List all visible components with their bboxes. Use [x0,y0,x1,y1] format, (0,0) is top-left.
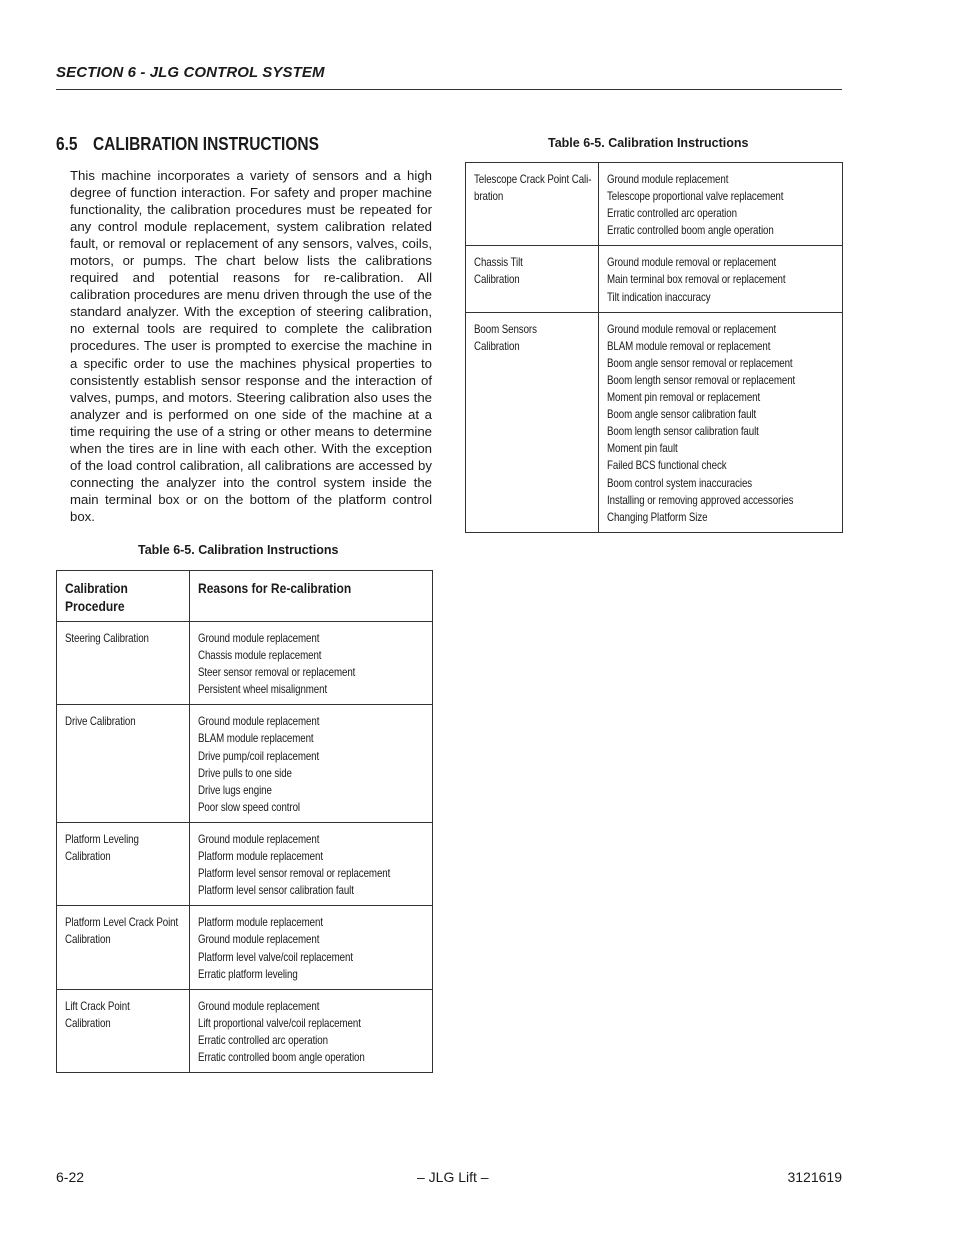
reasons-cell [190,705,433,823]
table-body-continued [466,163,843,533]
table-caption: Table 6-5. Calibration Instructions [138,543,339,557]
reason-item: Boom length sensor removal or replacement [607,373,796,387]
page-header: SECTION 6 - JLG CONTROL SYSTEM [56,64,325,81]
procedure-name: Calibration [65,850,111,864]
reason-item: Platform level valve/coil replacement [198,950,353,964]
table-header-row [57,571,433,622]
procedure-cell [57,705,190,823]
reasons-cell [599,163,843,246]
reason-item: BLAM module replacement [198,732,314,746]
reason-item: Erratic controlled arc operation [198,1033,328,1047]
procedure-cell [57,989,190,1072]
table-caption-continued: Table 6-5. Calibration Instructions [548,136,749,150]
reason-item: Platform level sensor calibration fault [198,884,354,898]
procedure-cell [57,906,190,989]
reasons-cell [599,246,843,312]
reasons-cell [190,822,433,905]
procedure-cell [466,163,599,246]
reason-item: Telescope proportional valve replacement [607,190,784,204]
reason-item: Ground module removal or replacement [607,256,777,270]
procedure-name: bration [474,190,504,204]
document-number: 3121619 [787,1169,842,1185]
procedure-name: Calibration [65,1016,111,1030]
header-cell-procedure [57,571,190,622]
reason-item: Ground module replacement [198,832,320,846]
procedure-name: Boom Sensors [474,322,537,336]
reason-item: Boom length sensor calibration fault [607,425,759,439]
reason-item: Persistent wheel misalignment [198,683,328,697]
header-procedure: Calibration Procedure [65,580,128,614]
reason-item: Boom angle sensor removal or replacement [607,356,793,370]
procedure-name: Drive Calibration [65,715,136,729]
reason-item: Moment pin fault [607,442,678,456]
procedure-cell [57,822,190,905]
reason-item: Installing or removing approved accessories [607,493,794,507]
reason-item: Platform level sensor removal or replacement [198,867,391,881]
reason-item: Platform module replacement [198,850,323,864]
reason-item: Drive pump/coil replacement [198,749,320,763]
reasons-cell [599,312,843,532]
reason-item: Failed BCS functional check [607,459,727,473]
reason-item: BLAM module removal or replacement [607,339,771,353]
procedure-name: Calibration [474,273,520,287]
reason-item: Main terminal box removal or replacement [607,273,786,287]
reason-item: Erratic platform leveling [198,967,298,981]
reason-item: Tilt indication inaccuracy [607,290,711,304]
procedure-name: Platform Leveling [65,832,139,846]
table-row [466,163,843,246]
procedure-name: Telescope Crack Point Cali- [474,173,592,186]
reason-item: Platform module replacement [198,916,323,930]
table-row [466,312,843,532]
reason-item: Steer sensor removal or replacement [198,666,356,680]
header-rule [56,89,842,90]
reason-item: Drive lugs engine [198,783,272,797]
table-body [57,622,433,1073]
header-reasons: Reasons for Re-calibration [198,580,352,596]
procedure-name: Calibration [65,933,111,947]
reason-item: Ground module replacement [198,715,320,729]
reason-item: Poor slow speed control [198,800,301,814]
reason-item: Ground module replacement [198,632,320,645]
reasons-cell [190,906,433,989]
page-number: 6-22 [56,1169,85,1185]
procedure-name: Calibration [474,339,520,353]
table-row [57,989,433,1072]
section-number: 6.5 [56,134,78,154]
procedure-cell [57,622,190,705]
calibration-table [56,570,433,1073]
calibration-table-continued [465,162,843,533]
procedure-name: Platform Level Crack Point [65,916,179,930]
reason-item: Drive pulls to one side [198,766,292,780]
table-row [57,822,433,905]
reason-item: Ground module replacement [198,999,320,1013]
table-row [57,705,433,823]
section-title [56,134,319,155]
procedure-name: Lift Crack Point [65,999,130,1013]
reason-item: Boom control system inaccuracies [607,476,753,490]
reason-item: Chassis module replacement [198,649,322,663]
reasons-cell [190,622,433,705]
reason-item: Erratic controlled boom angle operation [607,224,774,238]
header-cell-reasons [190,571,433,622]
reason-item: Moment pin removal or replacement [607,391,761,405]
footer-center-text: – JLG Lift – [417,1169,489,1185]
intro-paragraph: This machine incorporates a variety of sensors and a high degree of function interaction. For safety and proper machine functionality, the calibration procedures must be repeated for any control module replacement, system calibration related fault, or removal or replacement of any sensors, valves, coils, motors, or pumps. The chart below lists the calibrations required and potential reasons for re-calibration. All calibration procedures are menu driven through the use of the standard analyzer. With the exception of steering calibration, no external tools are required to complete the calibration procedures. The user is prompted to exercise the machine in a specific order to use the machines physical properties to consistently establish sensor response and the interaction of valves, pumps, and motors. Steering calibration also uses the analyzer and is performed on one side of the machine at a time requiring the use of a string or other means to determine when the tires are in line with each other. With the exception of the load control calibration, all calibrations are accessed by connecting the analyzer into the control system inside the main terminal box or on the bottom of the platform control box. [70,168,432,524]
reason-item: Ground module removal or replacement [607,322,777,336]
reason-item: Boom angle sensor calibration fault [607,408,757,422]
reason-item: Erratic controlled arc operation [607,207,737,221]
reason-item: Lift proportional valve/coil replacement [198,1016,361,1030]
table-row [466,246,843,312]
procedure-cell [466,246,599,312]
section-title-text: CALIBRATION INSTRUCTIONS [93,134,319,154]
reason-item: Changing Platform Size [607,510,708,524]
table-row [57,906,433,989]
procedure-name: Steering Calibration [65,632,149,645]
procedure-cell [466,312,599,532]
reason-item: Ground module replacement [607,173,729,186]
table-row [57,622,433,705]
reason-item: Erratic controlled boom angle operation [198,1050,365,1064]
reasons-cell [190,989,433,1072]
reason-item: Ground module replacement [198,933,320,947]
procedure-name: Chassis Tilt [474,256,523,270]
